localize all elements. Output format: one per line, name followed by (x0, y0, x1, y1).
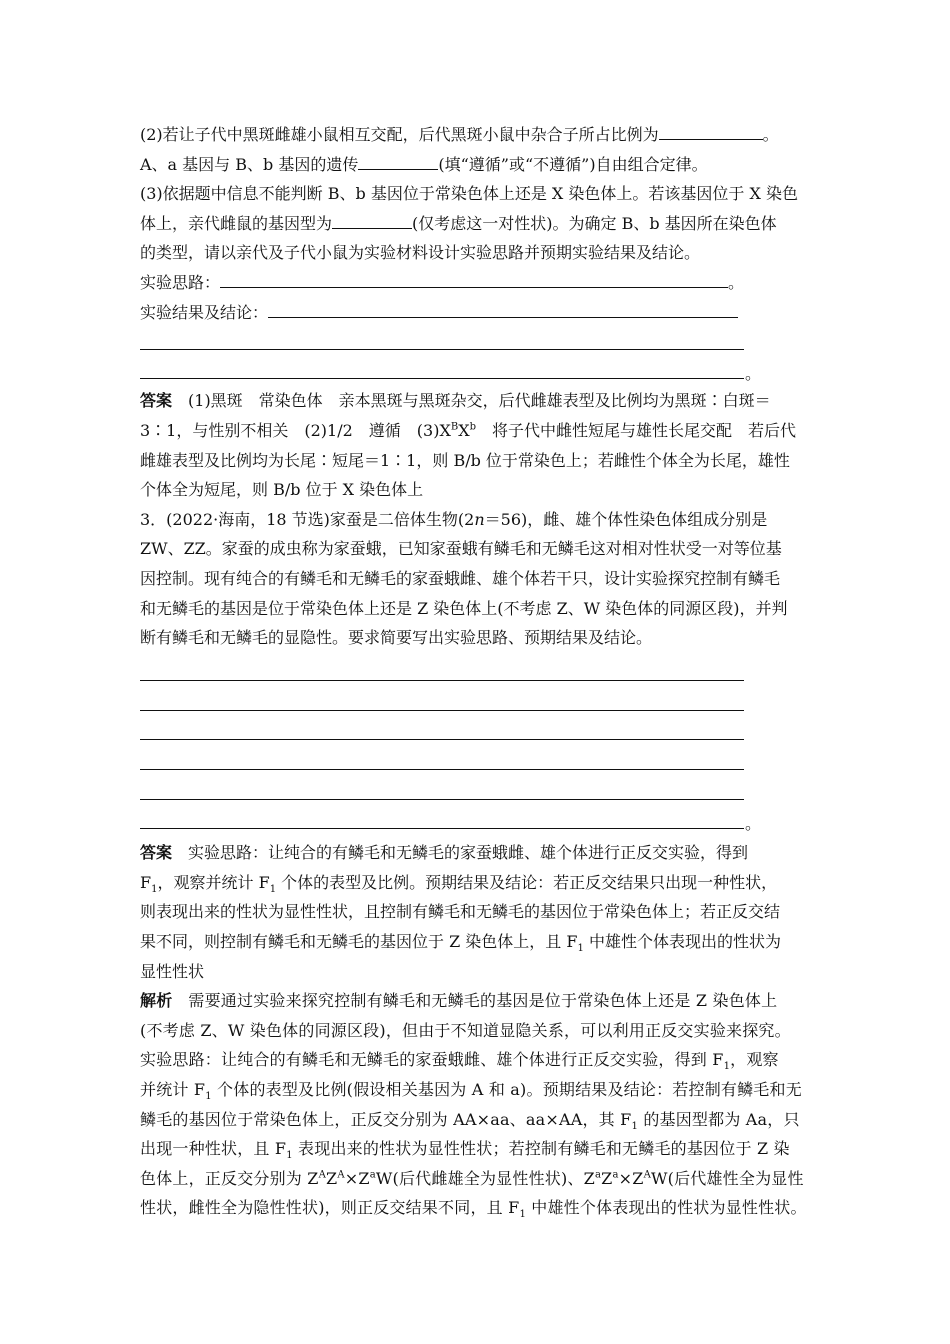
answer-rule[interactable]: 。 (140, 357, 812, 387)
experiment-result-line: 实验结果及结论： (140, 298, 812, 328)
answer-blank[interactable] (358, 151, 438, 170)
answer-rule[interactable] (140, 659, 812, 689)
q3b-line-1: 3．(2022·海南，18 节选)家蚕是二倍体生物(2n＝56)，雌、雄个体性染色体组成分别是 (140, 509, 768, 529)
q3b-line-2: ZW、ZZ。家蚕的成虫称为家蚕蛾，已知家蚕蛾有鳞毛和无鳞毛这对相对性状受一对等位基 (140, 539, 782, 559)
analysis-line-5: 鳞毛的基因位于常染色体上，正反交分别为 AA×aa、aa×AA，其 $F_1$ 的基因型都为 Aa，只 (140, 1109, 800, 1132)
q3-line-3: 的类型，请以亲代及子代小鼠为实验材料设计实验思路并预期实验结果及结论。 (140, 243, 701, 263)
answer1-line-4: 个体全为短尾，则 B/b 位于 X 染色体上 (140, 480, 424, 500)
answer-rule[interactable] (140, 718, 812, 748)
answer-rule[interactable] (140, 327, 812, 357)
answer-label: 答案 (140, 391, 173, 411)
analysis-line-1: 解析 需要通过实验来探究控制有鳞毛和无鳞毛的基因是位于常染色体上还是 Z 染色体上 (140, 991, 778, 1011)
q2-line-1: (2)若让子代中黑斑雌雄小鼠相互交配，后代黑斑小鼠中杂合子所占比例为 。 (140, 120, 812, 150)
answer-blank[interactable] (659, 121, 763, 140)
analysis-line-2: (不考虑 Z、W 染色体的同源区段)，但由于不知道显隐关系，可以利用正反交实验来探究。 (140, 1020, 791, 1040)
answer2-line-2: $F_1$，观察并统计 $F_1$ 个体的表型及比例。预期结果及结论：若正反交结果只出现一种性状， (140, 872, 778, 896)
analysis-line-4: 并统计 $F_1$ 个体的表型及比例(假设相关基因为 A 和 a)。预期结果及结论：若控制有鳞毛和无 (140, 1080, 802, 1103)
answer-label: 答案 (140, 843, 173, 863)
answer1-line-3: 雌雄表型及比例均为长尾∶短尾＝1∶1，则 B/b 位于常染色上；若雌性个体全为长尾，雄性 (140, 450, 790, 470)
answer-blank[interactable] (332, 210, 412, 229)
experiment-idea-blank[interactable] (220, 269, 728, 288)
analysis-line-3: 实验思路：让纯合的有鳞毛和无鳞毛的家蚕蛾雌、雄个体进行正反交实验，得到 $F_1$，观察 (140, 1050, 779, 1073)
analysis-line-6: 出现一种性状，且 $F_1$ 表现出来的性状为显性性状；若控制有鳞毛和无鳞毛的基因位于 Z 染 (140, 1139, 790, 1162)
answer2-line-4: 果不同，则控制有鳞毛和无鳞毛的基因位于 Z 染色体上，且 $F_1$ 中雄性个体表现出的性状为 (140, 932, 781, 955)
answer1-line-2: 3∶1，与性别不相关 (2)1/2 遵循 $(3)X^BX^b$ 将子代中雌性短尾与雄性长尾交配 若后代 (140, 420, 797, 440)
q3b-line-5: 断有鳞毛和无鳞毛的显隐性。要求简要写出实验思路、预期结果及结论。 (140, 628, 653, 648)
document-page (140, 120, 812, 1223)
q3-line-2: 体上，亲代雌鼠的基因型为 (仅考虑这一对性状)。为确定 B、b 基因所在染色体 (140, 209, 812, 239)
analysis-line-8: 性状，雌性全为隐性性状)，则正反交结果不同，且 $F_1$ 中雄性个体表现出的性状为显性性状。 (140, 1198, 807, 1221)
q3b-line-4: 和无鳞毛的基因是位于常染色体上还是 Z 染色体上(不考虑 Z、W 染色体的同源区段)，并判 (140, 598, 788, 618)
experiment-result-blank[interactable] (268, 299, 738, 318)
answer2-line-3: 则表现出来的性状为显性性状，且控制有鳞毛和无鳞毛的基因位于常染色体上；若正反交结 (140, 902, 781, 922)
answer-rule[interactable] (140, 777, 812, 807)
answer2-line-1: 答案 实验思路：让纯合的有鳞毛和无鳞毛的家蚕蛾雌、雄个体进行正反交实验，得到 (140, 843, 749, 863)
q2-line-2: A、a 基因与 B、b 基因的遗传 (填“遵循”或“不遵循”)自由组合定律。 (140, 150, 812, 180)
answer2-line-5: 显性性状 (140, 961, 205, 981)
analysis-label: 解析 (140, 991, 173, 1011)
experiment-idea-line: 实验思路： 。 (140, 268, 812, 298)
answer-rule[interactable]: 。 (140, 807, 812, 837)
q3b-line-3: 因控制。现有纯合的有鳞毛和无鳞毛的家蚕蛾雌、雄个体若干只，设计实验探究控制有鳞毛 (140, 568, 781, 588)
answer-rule[interactable] (140, 747, 812, 777)
q3-line-1: (3)依据题中信息不能判断 B、b 基因位于常染色体上还是 X 染色体上。若该基因位于 X 染色 (140, 184, 798, 204)
answer1-line-1: 答案 (1)黑斑 常染色体 亲本黑斑与黑斑杂交，后代雌雄表型及比例均为黑斑∶白斑＝ (140, 391, 771, 411)
answer-rule[interactable] (140, 688, 812, 718)
analysis-section (140, 986, 812, 1223)
analysis-line-7: 色体上，正反交分别为 $Z^AZ^A\times Z^aW$(后代雌雄全为显性性状)、$Z^aZ^a\times Z^AW$(后代雄性全为显性 (140, 1168, 804, 1188)
